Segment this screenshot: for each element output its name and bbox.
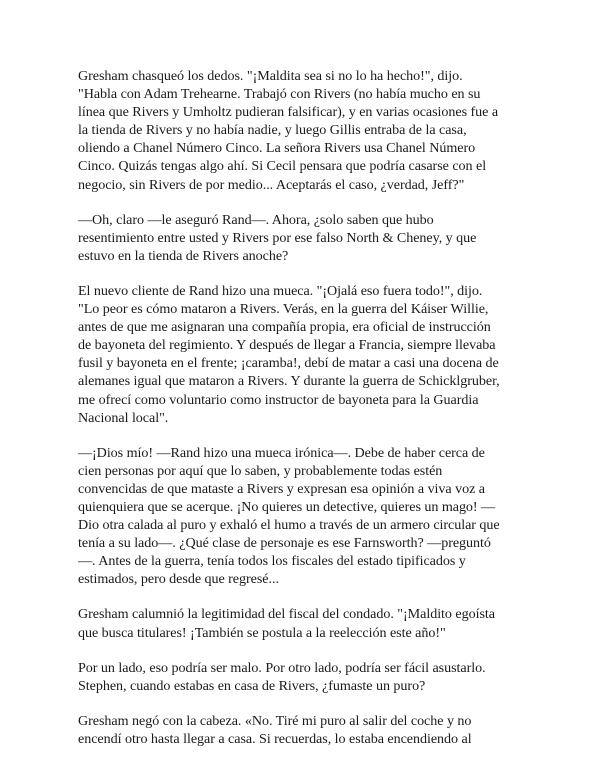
text-line: Nacional local". [78,409,169,426]
paragraph-4 [78,444,528,589]
text-line: —Oh, claro —le aseguró Rand—. Ahora, ¿solo saben que hubo [78,211,434,228]
text-line: oliendo a Chanel Número Cinco. La señora Rivers usa Chanel Número [78,140,476,157]
text-line: Gresham calumnió la legitimidad del fiscal del condado. "¡Maldito egoísta [78,606,495,623]
text-line: la tienda de Rivers y no había nadie, y luego Gillis entraba de la casa, [78,122,467,139]
text-line: quienquiera que se acerque. ¡No quieres un detective, quieres un mago! — [78,498,496,515]
text-line: me ofrecí como voluntario como instructor de bayoneta para la Guardia [78,391,479,408]
text-line: "Habla con Adam Trehearne. Trabajó con Rivers (no había mucho en su [78,86,481,103]
text-line: El nuevo cliente de Rand hizo una mueca. "¡Ojalá eso fuera todo!", dijo. [78,282,483,299]
paragraph-7 [78,712,528,748]
paragraph-1 [78,67,528,194]
text-line: Dio otra calada al puro y exhaló el humo a través de un armero circular que [78,517,500,534]
text-line: tenía a su lado—. ¿Qué clase de personaje es ese Farnsworth? —preguntó [78,535,491,552]
text-line: antes de que me asignaran una compañía propia, era oficial de instrucción [78,319,491,336]
text-line: "Lo peor es cómo mataron a Rivers. Verás, en la guerra del Káiser Willie, [78,301,489,318]
text-line: estimados, pero desde que regresé... [78,571,279,588]
text-line: alemanes igual que mataron a Rivers. Y durante la guerra de Schicklgruber, [78,373,500,390]
text-line: estuvo en la tienda de Rivers anoche? [78,247,289,264]
paragraph-6 [78,659,528,695]
text-line: Cinco. Quizás tengas algo ahí. Si Cecil pensara que podría casarse con el [78,158,487,175]
text-line: negocio, sin Rivers de por medio... Aceptarás el caso, ¿verdad, Jeff?" [78,176,465,193]
text-line: —¡Dios mío! —Rand hizo una mueca irónica—. Debe de haber cerca de [78,444,485,461]
paragraph-3 [78,282,528,427]
text-line: cien personas por aquí que lo saben, y probablemente todas estén [78,462,443,479]
paragraph-2 [78,211,528,265]
text-line: Gresham negó con la cabeza. «No. Tiré mi puro al salir del coche y no [78,712,472,729]
text-line: Gresham chasqueó los dedos. "¡Maldita sea si no lo ha hecho!", dijo. [78,68,463,84]
text-line: de bayoneta del regimiento. Y después de llegar a Francia, siempre llevaba [78,337,496,354]
text-line: que busca titulares! ¡También se postula a la reelección este año!" [78,624,446,641]
document-body [78,67,528,765]
text-line: encendí otro hasta llegar a casa. Si recuerdas, lo estaba encendiendo al [78,730,472,747]
text-line: —. Antes de la guerra, tenía todos los fiscales del estado tipificados y [78,553,466,570]
paragraph-5 [78,605,528,641]
text-line: resentimiento entre usted y Rivers por ese falso North & Cheney, y que [78,229,477,246]
text-line: convencidas de que mataste a Rivers y expresan esa opinión a viva voz a [78,480,485,497]
text-line: línea que Rivers y Umholtz pudieran falsificar), y en varias ocasiones fue a [78,104,499,121]
text-line: fusil y bayoneta en el frente; ¡caramba!, debí de matar a casi una docena de [78,355,499,372]
text-line: Por un lado, eso podría ser malo. Por otro lado, podría ser fácil asustarlo. [78,659,486,676]
text-line: Stephen, cuando estabas en casa de Rivers, ¿fumaste un puro? [78,677,426,694]
